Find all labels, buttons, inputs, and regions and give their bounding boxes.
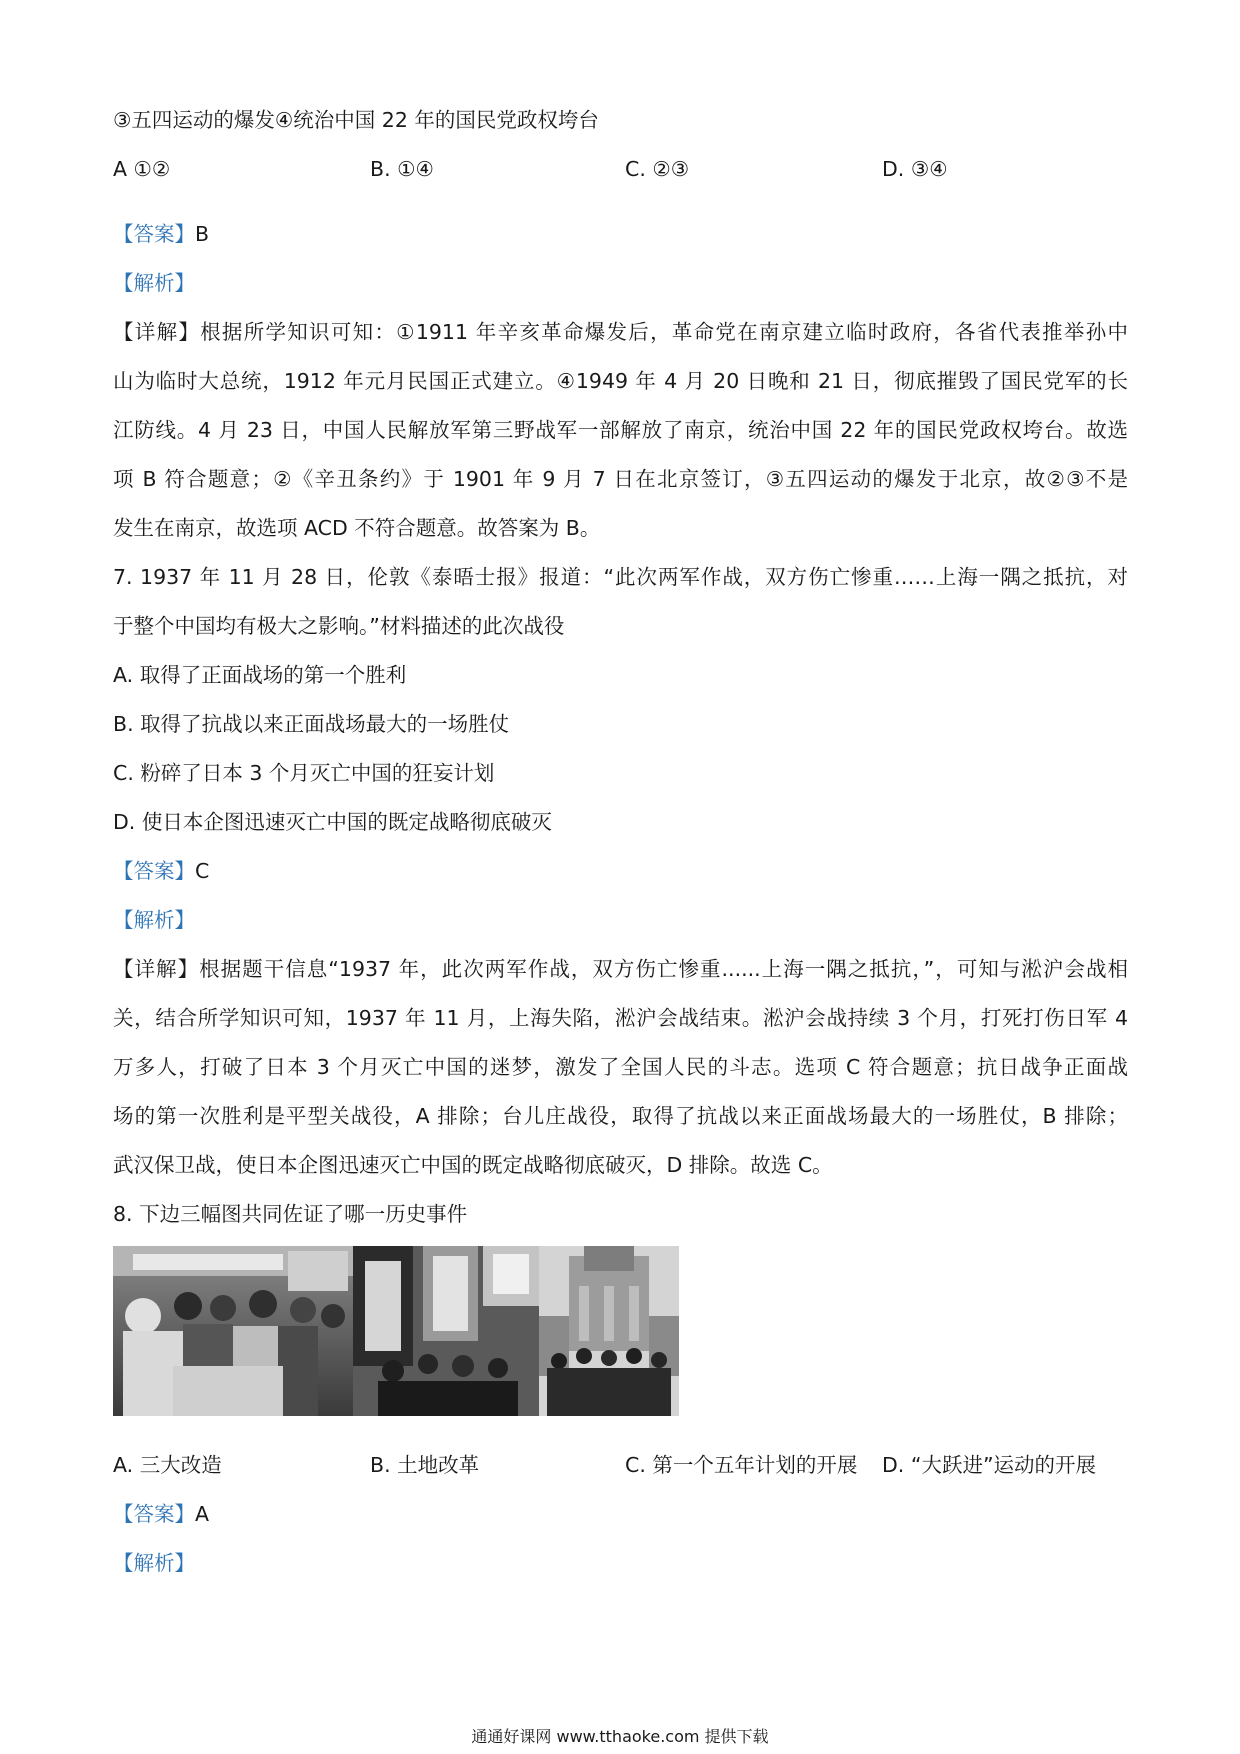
q7-option-d: D. 使日本企图迅速灭亡中国的既定战略彻底破灭	[113, 810, 552, 834]
answer-tag: 【答案】	[113, 222, 195, 246]
q7-detail-line: 关，结合所学知识可知，1937 年 11 月，上海失陷，淞沪会战结束。淞沪会战持续 3 个月，打死打伤日军 4	[113, 1006, 1128, 1030]
q8-stem: 8. 下边三幅图共同佐证了哪一历史事件	[113, 1202, 468, 1226]
q7-detail-line: 万多人，打破了日本 3 个月灭亡中国的迷梦，激发了全国人民的斗志。选项 C 符合题意；抗日战争正面战	[113, 1055, 1128, 1079]
q8-option-a: A. 三大改造	[113, 1453, 222, 1477]
q7-analysis-tag: 【解析】	[113, 908, 195, 932]
q6-detail-line: 项 B 符合题意；②《辛丑条约》于 1901 年 9 月 7 日在北京签订，③五四运动的爆发于北京，故②③不是	[113, 467, 1128, 491]
answer-value: A	[195, 1502, 210, 1526]
q6-analysis-tag: 【解析】	[113, 271, 195, 295]
answer-tag: 【答案】	[113, 859, 195, 883]
q7-option-c: C. 粉碎了日本 3 个月灭亡中国的狂妄计划	[113, 761, 495, 785]
q7-option-a: A. 取得了正面战场的第一个胜利	[113, 663, 407, 687]
answer-tag: 【答案】	[113, 1502, 195, 1526]
q7-stem-line: 于整个中国均有极大之影响。”材料描述的此次战役	[113, 614, 565, 638]
q6-stem-tail: ③五四运动的爆发④统治中国 22 年的国民党政权垮台	[113, 108, 599, 132]
q6-option-b: B. ①④	[370, 157, 434, 181]
q6-option-c: C. ②③	[625, 157, 690, 181]
q7-detail-line: 场的第一次胜利是平型关战役，A 排除；台儿庄战役，取得了抗战以来正面战场最大的一场胜仗，B 排除；	[113, 1104, 1128, 1128]
answer-value: C	[195, 859, 210, 883]
q7-detail-line: 【详解】根据题干信息“1937 年，此次两军作战，双方伤亡惨重......上海一隅之抵抗，”，可知与淞沪会战相	[113, 957, 1129, 981]
photo-crowd-at-shop	[113, 1246, 353, 1416]
q6-detail-line: 发生在南京，故选项 ACD 不符合题意。故答案为 B。	[113, 516, 601, 540]
q7-answer	[113, 856, 209, 886]
q7-option-b: B. 取得了抗战以来正面战场最大的一场胜仗	[113, 712, 510, 736]
q7-stem-line: 7. 1937 年 11 月 28 日，伦敦《泰晤士报》报道：“此次两军作战，双方伤亡惨重……上海一隅之抵抗，对	[113, 565, 1128, 589]
q6-option-a: A ①②	[113, 157, 171, 181]
q8-option-d: D. “大跃进”运动的开展	[882, 1453, 1097, 1477]
detail-tag: 【详解】	[113, 320, 201, 344]
q6-answer	[113, 219, 209, 249]
q7-detail-line: 武汉保卫战，使日本企图迅速灭亡中国的既定战略彻底破灭，D 排除。故选 C。	[113, 1153, 833, 1177]
q8-option-b: B. 土地改革	[370, 1453, 480, 1477]
q8-answer	[113, 1499, 209, 1529]
q6-detail-line: 山为临时大总统，1912 年元月民国正式建立。④1949 年 4 月 20 日晚和 21 日，彻底摧毁了国民党军的长	[113, 369, 1128, 393]
q6-detail-line: 江防线。4 月 23 日，中国人民解放军第三野战军一部解放了南京，统治中国 22 年的国民党政权垮台。故选	[113, 418, 1128, 442]
q8-analysis-tag: 【解析】	[113, 1551, 195, 1575]
answer-value: B	[195, 222, 210, 246]
photo-storefront-signs	[353, 1246, 539, 1416]
detail-tag: 【详解】	[113, 957, 200, 981]
q6-option-d: D. ③④	[882, 157, 948, 181]
q6-detail-line: 【详解】根据所学知识可知：①1911 年辛亥革命爆发后，革命党在南京建立临时政府，各省代表推举孙中	[113, 320, 1128, 344]
page-footer: 通通好课网 www.tthaoke.com 提供下载	[471, 1727, 769, 1746]
q8-option-c: C. 第一个五年计划的开展	[625, 1453, 858, 1477]
photo-building-crowd	[539, 1246, 679, 1416]
